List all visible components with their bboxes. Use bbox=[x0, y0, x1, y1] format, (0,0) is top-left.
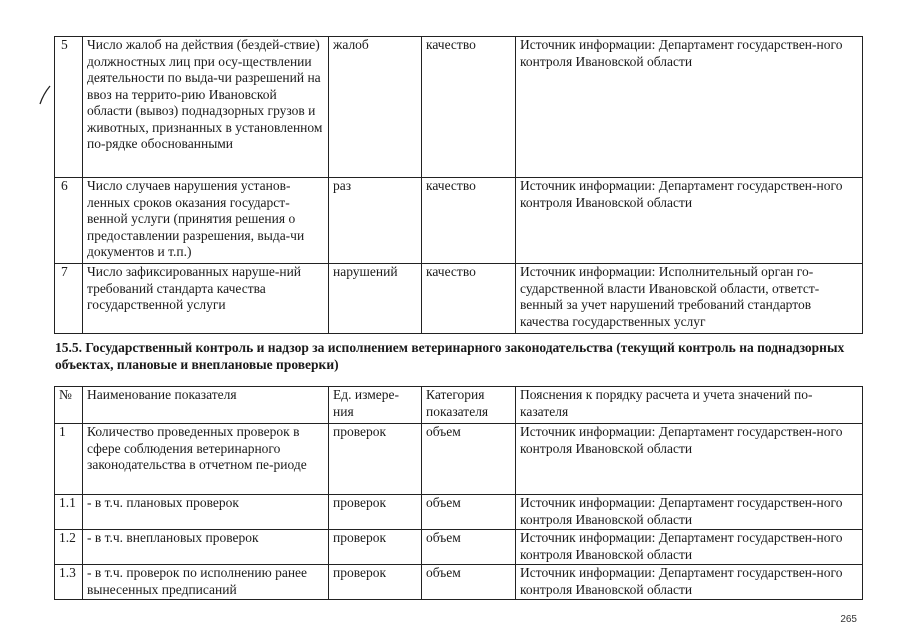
indicator-name: Число случаев нарушения установ-ленных сроков оказания государст-венной услуги (принятия решения о предоставлении разрешения, выда-чи документов и т.п.) bbox=[83, 178, 329, 264]
section-heading: 15.5. Государственный контроль и надзор за исполнением ветеринарного законодательства (текущий контроль на поднадзорных объектах, плановые и внеплановые проверки) bbox=[55, 340, 845, 372]
veterinary-control-indicators-table bbox=[54, 386, 863, 600]
unit-of-measure: жалоб bbox=[329, 37, 422, 178]
indicator-name: Число зафиксированных наруше-ний требований стандарта качества государственной услуги bbox=[83, 264, 329, 334]
page-number: 265 bbox=[840, 614, 857, 625]
table-header-row bbox=[55, 387, 863, 424]
indicator-category: объем bbox=[422, 424, 516, 495]
header-note: Пояснения к порядку расчета и учета значений по-казателя bbox=[516, 387, 863, 424]
unit-of-measure: проверок bbox=[329, 424, 422, 495]
calculation-note: Источник информации: Департамент государствен-ного контроля Ивановской области bbox=[516, 178, 863, 264]
table-row bbox=[55, 178, 863, 264]
unit-of-measure: проверок bbox=[329, 530, 422, 565]
row-number: 1.2 bbox=[55, 530, 83, 565]
row-number: 7 bbox=[55, 264, 83, 334]
header-unit: Ед. измере-ния bbox=[329, 387, 422, 424]
row-number: 6 bbox=[55, 178, 83, 264]
calculation-note: Источник информации: Департамент государствен-ного контроля Ивановской области bbox=[516, 565, 863, 600]
header-number: № bbox=[55, 387, 83, 424]
unit-of-measure: проверок bbox=[329, 565, 422, 600]
indicator-category: объем bbox=[422, 530, 516, 565]
table-row bbox=[55, 565, 863, 600]
calculation-note: Источник информации: Департамент государствен-ного контроля Ивановской области bbox=[516, 37, 863, 178]
indicator-name: - в т.ч. плановых проверок bbox=[83, 495, 329, 530]
row-number: 5 bbox=[55, 37, 83, 178]
indicator-name: Количество проведенных проверок в сфере соблюдения ветеринарного законодательства в отчетном пе-риоде bbox=[83, 424, 329, 495]
indicators-table-continued bbox=[54, 36, 863, 334]
unit-of-measure: раз bbox=[329, 178, 422, 264]
handwritten-margin-mark bbox=[38, 84, 52, 106]
indicator-name: - в т.ч. внеплановых проверок bbox=[83, 530, 329, 565]
table-row bbox=[55, 495, 863, 530]
row-number: 1.1 bbox=[55, 495, 83, 530]
indicator-category: качество bbox=[422, 178, 516, 264]
unit-of-measure: нарушений bbox=[329, 264, 422, 334]
row-number: 1 bbox=[55, 424, 83, 495]
indicator-name: - в т.ч. проверок по исполнению ранее вынесенных предписаний bbox=[83, 565, 329, 600]
table-row bbox=[55, 37, 863, 178]
calculation-note: Источник информации: Департамент государствен-ного контроля Ивановской области bbox=[516, 424, 863, 495]
header-indicator-name: Наименование показателя bbox=[83, 387, 329, 424]
indicator-category: качество bbox=[422, 264, 516, 334]
row-number: 1.3 bbox=[55, 565, 83, 600]
table-row bbox=[55, 424, 863, 495]
unit-of-measure: проверок bbox=[329, 495, 422, 530]
table-row bbox=[55, 530, 863, 565]
indicator-category: объем bbox=[422, 565, 516, 600]
calculation-note: Источник информации: Исполнительный орган го-сударственной власти Ивановской области, ответст-венный за учет нарушений требований стандартов качества государственных услуг bbox=[516, 264, 863, 334]
table-row bbox=[55, 264, 863, 334]
header-category: Категория показателя bbox=[422, 387, 516, 424]
indicator-name: Число жалоб на действия (бездей-ствие) должностных лиц при осу-ществлении деятельности по выда-чи разрешений на ввоз на террито-рию Ивановской области (вывоз) поднадзорных грузов и животных, признанных в установленном по-рядке обоснованными bbox=[83, 37, 329, 178]
calculation-note: Источник информации: Департамент государствен-ного контроля Ивановской области bbox=[516, 530, 863, 565]
calculation-note: Источник информации: Департамент государствен-ного контроля Ивановской области bbox=[516, 495, 863, 530]
indicator-category: объем bbox=[422, 495, 516, 530]
indicator-category: качество bbox=[422, 37, 516, 178]
